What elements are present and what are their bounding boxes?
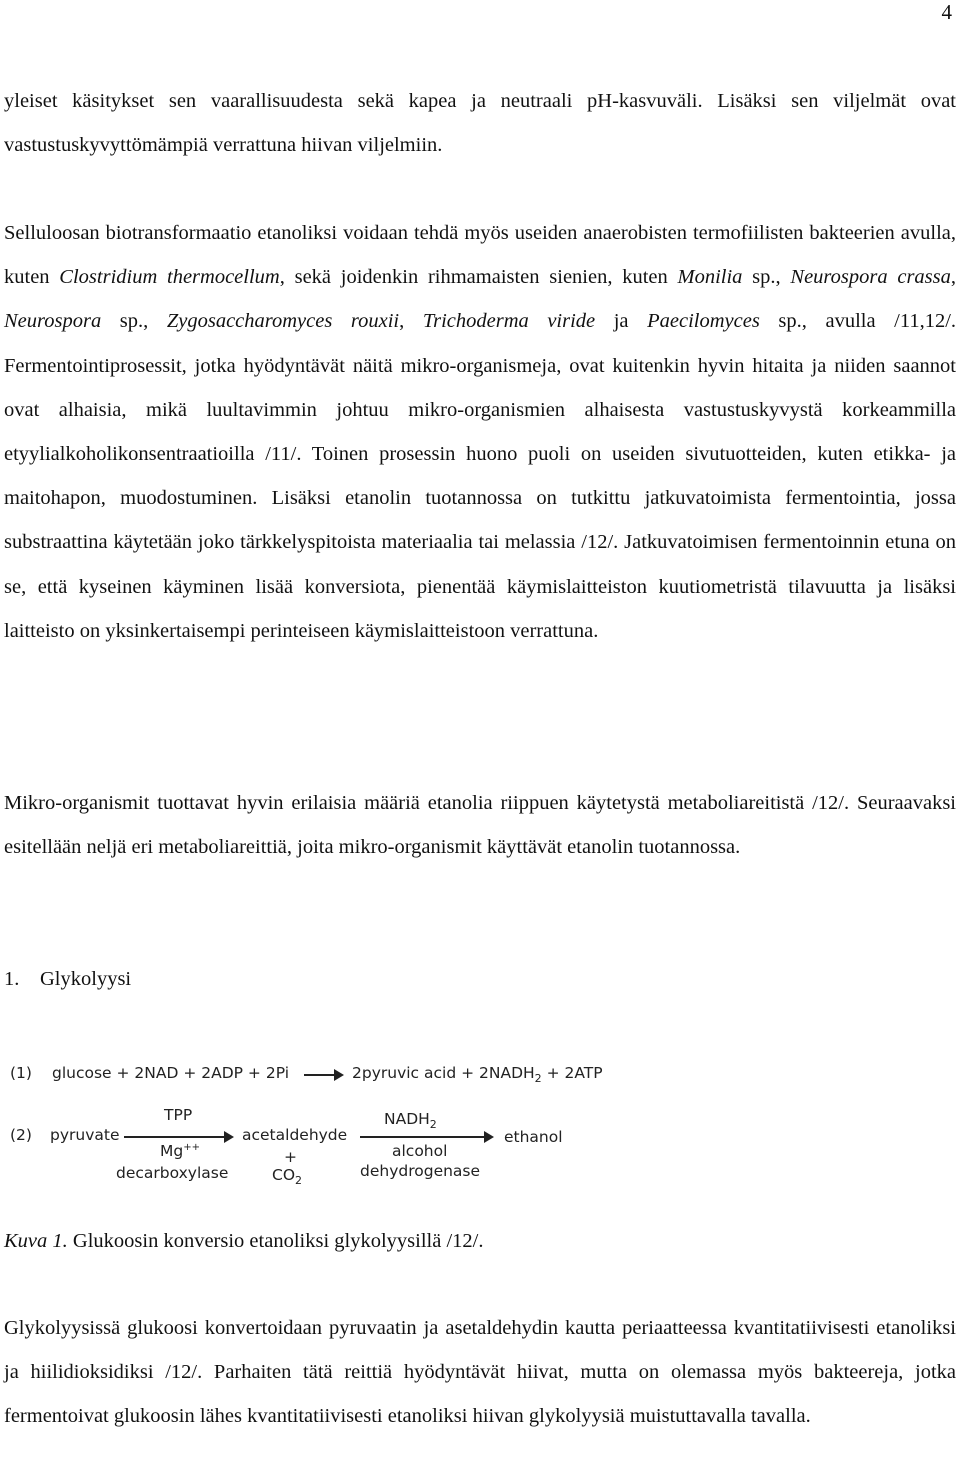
acetaldehyde-label: acetaldehyde [242,1126,348,1144]
paragraph-glycolysis: Glykolyysissä glukoosi konvertoidaan pyruvaatin ja asetaldehydin kautta periaatteessa kvantitatiivisesti etanoliksi ja hiilidioksidiksi /12/. Parhaiten tätä reittiä hyödyntävät hiivat, mutta on olemassa myös bakteereja, jotka fermentoivat glukoosin lähes kvantitatiivisesti etanoliksi hiivan glykolyysiä muistuttavalla tavalla. [4,1317,956,1428]
text-run: sp., [742,266,791,289]
species-name: Neurospora crassa [790,266,951,289]
page-number: 4 [941,0,952,24]
species-name: Clostridium thermocellum [59,266,280,289]
species-name: Trichoderma viride [422,310,596,333]
reaction-arrow [360,1136,492,1138]
cofactor-tpp: TPP [164,1106,193,1124]
species-name: Zygosaccharomyces rouxii [166,310,400,333]
paragraph-metabolic-pathways: Mikro-organismit tuottavat hyvin erilaisia määriä etanolia riippuen käytetystä metaboliareitistä /12/. Seuraavaksi esitellään neljä eri metaboliareittiä, joita mikro-organismit käyttävät etanolin tuotannossa. [4,792,956,859]
text-run: Selluloosan biotransformaatio etanoliksi voidaan tehdä myös useiden anaerobisten termofiilisten bakteerien avulla, kuten [4,222,956,289]
nadh-label: $NADH_2$ [384,1110,437,1132]
equation-1-label: (1) [10,1064,32,1082]
species-name: Monilia [677,266,743,289]
equation-1-products: 2pyruvic acid + $2NADH_2 + 2ATP$ [352,1064,603,1086]
text-run: sp., avulla /11,12/. Fermentointiprosessit, jotka hyödyntävät näitä mikro-organismeja, ovat kuitenkin hyvin hitaita ja niiden saannot ovat alhaisia, mikä luultavimmin johtuu mikro-organismien alhaisesta vastustuskyvystä korkeammilla etyylialkoholikonsentraatioilla /11/. Toinen prosessin huono puoli on useiden sivutuotteiden, kuten etikka- ja maitohapon, muodostuminen. Lisäksi etanolin tuotannossa on tutkittu jatkuvatoimista fermentointia, jossa substraattina käytetään joko tärkkelyspitoista materiaalia tai melassia /12/. Jatkuvatoimisen fermentoinnin etuna on se, että kyseinen käyminen lisää konversiota, pienentää käymislaitteiston kuutiometristä tilavuutta ja lisäksi laitteisto on yksinkertaisempi perinteiseen käymislaitteistoon verrattuna. [4,310,957,642]
reaction-arrow [124,1136,232,1138]
text-run: , sekä joidenkin rihmamaisten sienien, kuten [279,266,678,289]
paragraph-intro: yleiset käsitykset sen vaarallisuudesta sekä kapea ja neutraali pH-kasvuväli. Lisäksi sen viljelmät ovat vastustuskyvyttömämpiä verrattuna hiivan viljelmiin. [4,90,956,157]
text-run: sp., [101,310,167,333]
text-run: , [950,266,957,289]
reaction-arrow [304,1074,342,1076]
reaction-figure [6,1050,666,1190]
figure-caption [4,1219,483,1263]
pyruvate-label: pyruvate [50,1126,120,1144]
co2-label: $CO_2$ [272,1166,303,1188]
ethanol-label: ethanol [504,1128,563,1146]
text-run: , [399,310,423,333]
caption-text: Glukoosin konversio etanoliksi glykolyysillä /12/. [67,1230,484,1252]
enzyme-dehydrogenase: dehydrogenase [360,1162,481,1180]
caption-label: Kuva 1. [4,1230,68,1252]
enzyme-decarboxylase: decarboxylase [116,1164,229,1182]
text-run: ja [595,310,648,333]
species-name: Paecilomyces [647,310,760,333]
equation-1-reactants: glucose + 2NAD + 2ADP + 2Pi [52,1064,290,1082]
species-name: Neurospora [4,310,102,333]
section-heading [4,957,131,1001]
cofactor-mg: Mg++ [160,1142,200,1161]
equation-2-label: (2) [10,1126,32,1144]
paragraph-biotransformation [4,211,956,653]
section-number: 1. [4,968,20,990]
section-title: Glykolyysi [40,968,132,990]
enzyme-alcohol: alcohol [392,1142,448,1160]
plus-sign: + [284,1148,297,1166]
